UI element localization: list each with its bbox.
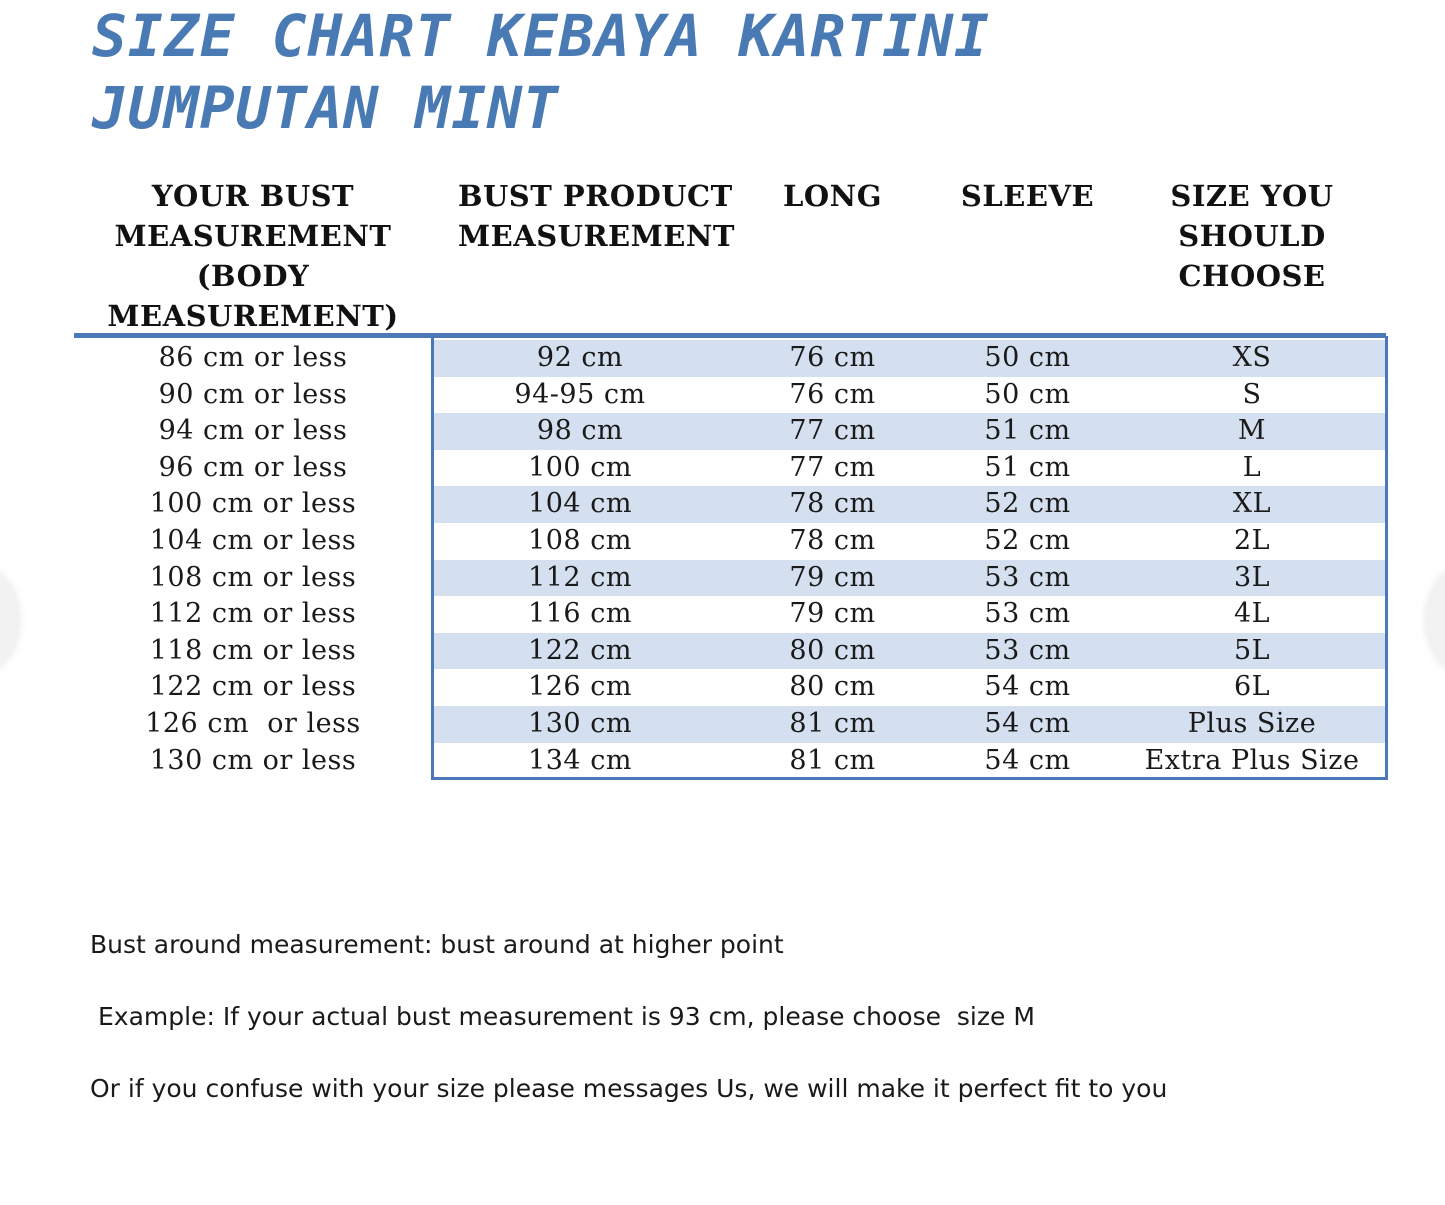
cell-your-bust: 104 cm or less <box>149 524 357 556</box>
cell-your-bust: 126 cm or less <box>145 707 361 739</box>
cell-long: 76 cm <box>789 342 876 373</box>
cell-long: 77 cm <box>789 415 876 447</box>
header-size-choose <box>1123 176 1381 296</box>
header-text: YOUR BUST <box>151 179 355 213</box>
cell-long: 81 cm <box>789 744 876 776</box>
cell-size: M <box>1237 415 1267 447</box>
cell-long: 78 cm <box>789 524 876 556</box>
table-row <box>0 596 1445 633</box>
title-line-2: JUMPUTAN MINT <box>92 74 559 142</box>
cell-your-bust: 112 cm or less <box>149 598 357 630</box>
table-row <box>0 377 1445 414</box>
header-text: SHOULD <box>1178 219 1326 253</box>
cell-size: 4L <box>1233 598 1271 630</box>
header-long <box>740 176 925 216</box>
cell-sleeve: 52 cm <box>984 488 1071 520</box>
table-row <box>0 413 1445 450</box>
cell-sleeve: 51 cm <box>984 415 1071 447</box>
table-header <box>0 176 1445 333</box>
header-text: MEASUREMENT <box>114 219 392 253</box>
cell-long: 76 cm <box>789 378 876 410</box>
cell-bust-product: 108 cm <box>528 524 632 556</box>
header-text: MEASUREMENT) <box>107 299 399 333</box>
cell-size: XS <box>1232 342 1272 373</box>
cell-your-bust: 94 cm or less <box>158 415 348 447</box>
cell-your-bust: 86 cm or less <box>158 342 348 373</box>
cell-size: Extra Plus Size <box>1144 744 1360 776</box>
cell-your-bust: 118 cm or less <box>149 634 357 666</box>
cell-bust-product: 130 cm <box>528 707 632 739</box>
cell-size: 2L <box>1233 524 1271 556</box>
cell-size: Plus Size <box>1187 707 1317 739</box>
cell-size: 6L <box>1233 671 1271 703</box>
table-row <box>0 450 1445 487</box>
cell-bust-product: 122 cm <box>528 634 632 666</box>
cell-bust-product: 104 cm <box>528 488 632 520</box>
cell-long: 79 cm <box>789 598 876 630</box>
cell-bust-product: 98 cm <box>536 415 624 447</box>
cell-bust-product: 134 cm <box>528 744 632 776</box>
header-text: CHOOSE <box>1178 259 1326 293</box>
cell-sleeve: 54 cm <box>984 744 1071 776</box>
cell-long: 78 cm <box>789 488 876 520</box>
cell-bust-product: 94-95 cm <box>514 378 646 410</box>
cell-long: 80 cm <box>789 634 876 666</box>
cell-long: 80 cm <box>789 671 876 703</box>
cell-sleeve: 50 cm <box>984 342 1071 373</box>
header-text: LONG <box>783 179 882 213</box>
cell-long: 81 cm <box>789 707 876 739</box>
table-row <box>0 669 1445 706</box>
cell-sleeve: 53 cm <box>984 634 1071 666</box>
title-line-1: SIZE CHART KEBAYA KARTINI <box>92 2 990 70</box>
header-your-bust <box>98 176 408 336</box>
cell-your-bust: 90 cm or less <box>158 378 348 410</box>
note-contact: Or if you confuse with your size please messages Us, we will make it perfect fit to you <box>90 1074 1168 1103</box>
cell-long: 77 cm <box>789 451 876 483</box>
table-row <box>0 706 1445 743</box>
cell-sleeve: 54 cm <box>984 707 1071 739</box>
table-row <box>0 523 1445 560</box>
header-text: BUST PRODUCT <box>458 179 733 213</box>
cell-size: 3L <box>1233 561 1271 593</box>
note-example: Example: If your actual bust measurement is 93 cm, please choose size M <box>98 1002 1035 1031</box>
cell-size: 5L <box>1233 634 1271 666</box>
cell-your-bust: 100 cm or less <box>149 488 357 520</box>
cell-size: L <box>1242 451 1262 483</box>
cell-long: 79 cm <box>789 561 876 593</box>
cell-sleeve: 51 cm <box>984 451 1071 483</box>
header-text: SLEEVE <box>960 179 1095 213</box>
cell-bust-product: 116 cm <box>528 598 632 630</box>
table-row <box>0 633 1445 670</box>
cell-bust-product: 112 cm <box>528 561 632 593</box>
cell-your-bust: 96 cm or less <box>158 451 348 483</box>
table-row <box>0 486 1445 523</box>
header-sleeve <box>935 176 1120 216</box>
cell-size: S <box>1242 378 1262 410</box>
cell-bust-product: 126 cm <box>528 671 632 703</box>
table-row <box>0 743 1445 780</box>
cell-your-bust: 122 cm or less <box>149 671 357 703</box>
cell-bust-product: 92 cm <box>536 342 624 373</box>
page-title <box>92 0 1292 144</box>
cell-bust-product: 100 cm <box>528 451 632 483</box>
table-body <box>0 340 1445 779</box>
cell-sleeve: 53 cm <box>984 598 1071 630</box>
table-row <box>0 560 1445 597</box>
header-bust-product <box>440 176 735 256</box>
cell-your-bust: 130 cm or less <box>149 744 357 776</box>
note-bust-around: Bust around measurement: bust around at higher point <box>90 930 784 959</box>
cell-sleeve: 50 cm <box>984 378 1071 410</box>
header-text: SIZE YOU <box>1170 179 1334 213</box>
header-text: (BODY <box>196 259 310 293</box>
header-text: MEASUREMENT <box>458 219 735 253</box>
cell-sleeve: 54 cm <box>984 671 1071 703</box>
cell-sleeve: 53 cm <box>984 561 1071 593</box>
cell-size: XL <box>1232 488 1272 520</box>
cell-sleeve: 52 cm <box>984 524 1071 556</box>
cell-your-bust: 108 cm or less <box>149 561 357 593</box>
table-row <box>0 340 1445 377</box>
